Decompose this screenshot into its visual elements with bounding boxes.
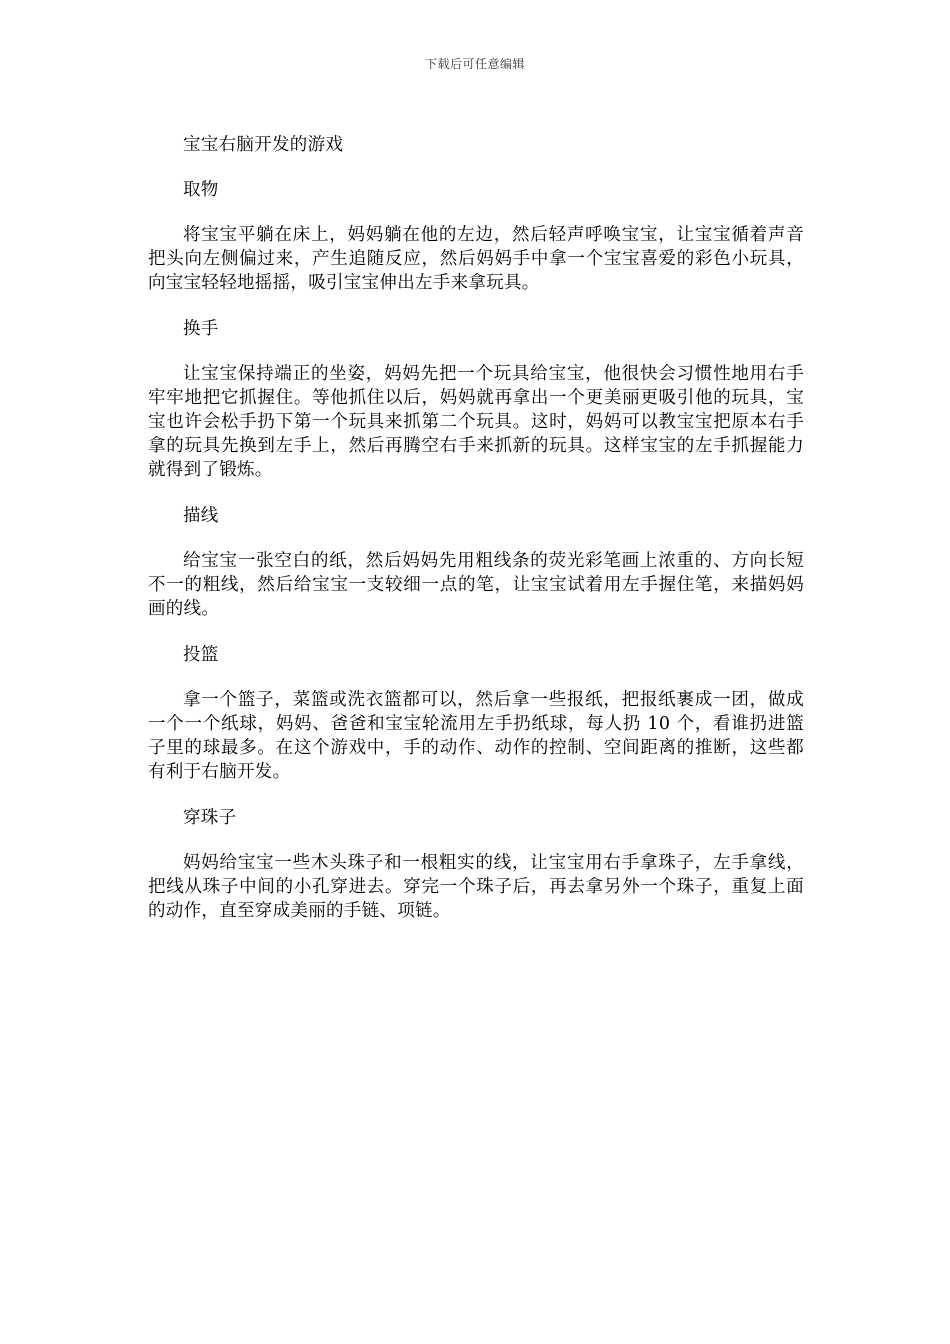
header-note: 下载后可任意编辑 (424, 57, 525, 71)
section-paragraph: 将宝宝平躺在床上，妈妈躺在他的左边，然后轻声呼唤宝宝，让宝宝循着声音把头向左侧偏过来，产生追随反应，然后妈妈手中拿一个宝宝喜爱的彩色小玩具，向宝宝轻轻地摇摇，吸引宝宝伸出左手来拿玩具。 (148, 225, 804, 293)
document-title: 宝宝右脑开发的游戏 (183, 135, 344, 155)
section-paragraph: 拿一个篮子，菜篮或洗衣篮都可以，然后拿一些报纸，把报纸裹成一团，做成一个一个纸球，妈妈、爸爸和宝宝轮流用左手扔纸球，每人扔 10 个，看谁扔进篮子里的球最多。在这个游戏中，手的动作、动作的控制、空间距离的推断，这些都有利于右脑开发。 (148, 690, 804, 782)
section-heading: 穿珠子 (183, 808, 237, 828)
section-heading: 投篮 (183, 645, 219, 665)
section-paragraph: 妈妈给宝宝一些木头珠子和一根粗实的线，让宝宝用右手拿珠子，左手拿线，把线从珠子中间的小孔穿进去。穿完一个珠子后，再去拿另外一个珠子，重复上面的动作，直至穿成美丽的手链、项链。 (148, 853, 804, 921)
section-paragraph: 让宝宝保持端正的坐姿，妈妈先把一个玩具给宝宝，他很快会习惯性地用右手牢牢地把它抓握住。等他抓住以后，妈妈就再拿出一个更美丽更吸引他的玩具，宝宝也许会松手扔下第一个玩具来抓第二个玩具。这时，妈妈可以教宝宝把原本右手拿的玩具先换到左手上，然后再腾空右手来抓新的玩具。这样宝宝的左手抓握能力就得到了锻炼。 (148, 364, 804, 480)
document-body (148, 133, 804, 945)
section-heading: 描线 (183, 506, 219, 526)
section-heading: 换手 (183, 319, 219, 339)
section-paragraph: 给宝宝一张空白的纸，然后妈妈先用粗线条的荧光彩笔画上浓重的、方向长短不一的粗线，然后给宝宝一支较细一点的笔，让宝宝试着用左手握住笔，来描妈妈画的线。 (148, 551, 804, 619)
section-heading: 取物 (183, 180, 219, 200)
